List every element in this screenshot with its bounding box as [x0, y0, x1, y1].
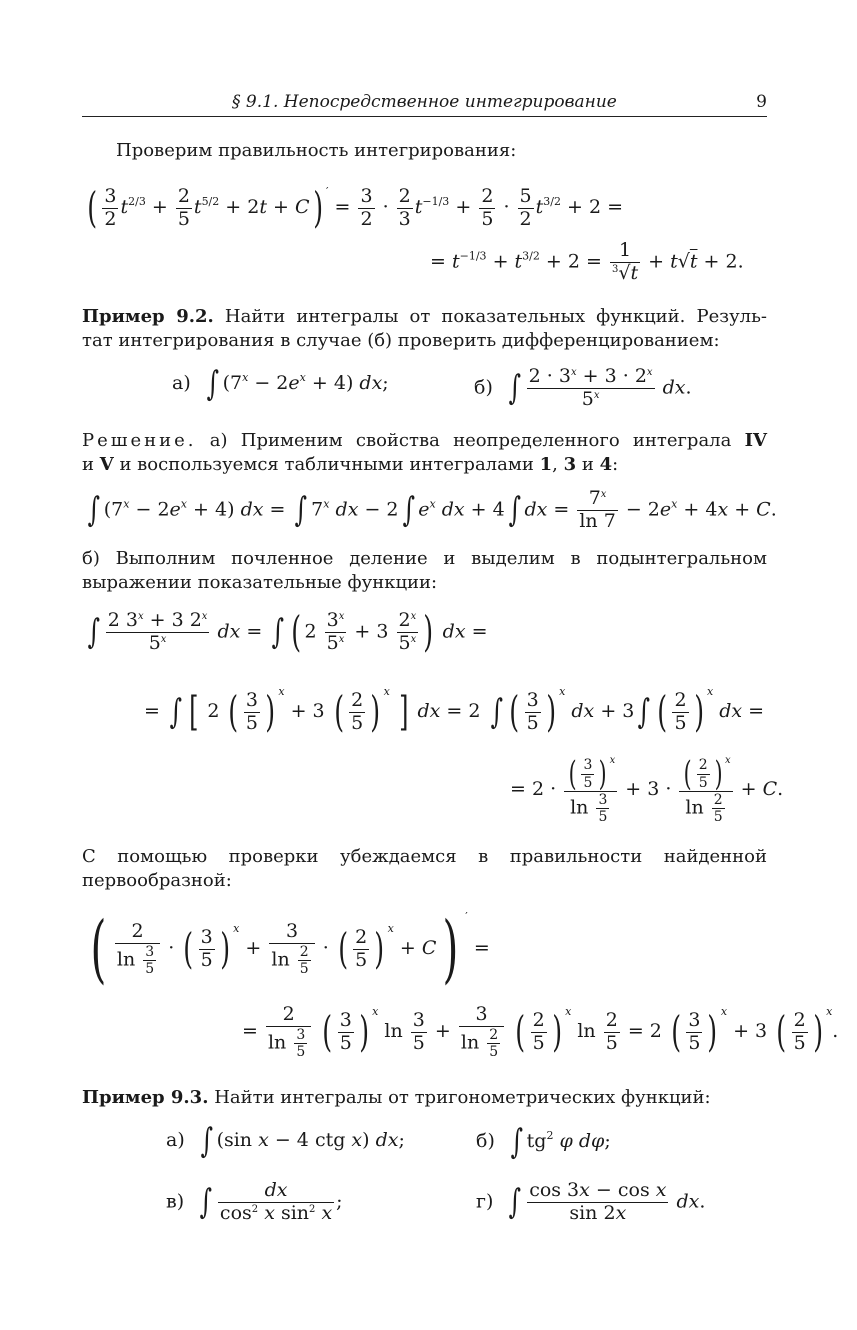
solution-line1: Решение. а) Применим свойства неопределенного интеграла IV [82, 430, 767, 451]
formula-trig-v: в) ∫ $\frac{dx}{\cos^2 x \sin^2 x}$ ; [166, 1179, 343, 1224]
check2-line1: С помощью проверки убеждаемся в правильности найденной [82, 846, 767, 867]
formula-task-b: б) ∫ $\frac{2 \cdot 3^x + 3 \cdot 2^x}{5^x}$ dx. [474, 365, 692, 410]
formula-trig-a: а) ∫ (sin x − 4 ctg x) dx; [166, 1121, 405, 1161]
formula-b-step2: = ∫ [ 2 ( $\frac{3}{5}$ ) $^x$ + 3 ( $\frac{2}{5}$ ) $^x$ ] dx = 2 ∫ ( $\frac{3}{5}$ ) $^x$ dx + 3 ∫ ( $\frac{2}{5}$ ) $^x$ dx = [144, 685, 765, 736]
check-intro: Проверим правильность интегрирования: [116, 140, 517, 161]
formula-derivative-check-1: ( $\frac{3}{2}$ $t^{2/3}$ + $\frac{2}{5}$ $t^{5/2} + 2t + C$) ′ = $\frac{3}{2}$ · $\frac{2}{3}$ $t^{-1/3}$ + $\frac{2}{5}$ · $\frac{5}{2}$ $t^{3/2} + 2$ = [87, 183, 624, 232]
formula-check2-step2: = 2 ln $\frac{3}{5}$ ( $\frac{3}{5}$ ) $^x$ ln $\frac{3}{5}$ + 3 ln $\frac{2}{5}$ ( $\frac{2}{5}$ ) $^x$ ln $\frac{2}{5}$ = 2 ( $\frac{3}{5}$ ) $^x$ + 3 ( $\frac{2}{5}$ ) $^x$. [242, 1002, 839, 1060]
formula-check2-step1: ( 2 ln $\frac{3}{5}$ · ( $\frac{3}{5}$ ) $^x$ + 3 ln $\frac{2}{5}$ · ( $\frac{2}{5}$ ) $^x$ + C) ′ = [90, 906, 490, 992]
solution-line2: и V и воспользуемся табличными интегралами 1, 3 и 4: [82, 454, 619, 475]
formula-task-a: а) ∫ $(7^x - 2e^x + 4)$ dx; [172, 364, 389, 404]
formula-b-step1: ∫ $\frac{2 3^x + 3 2^x}{5^x}$ dx = ∫ ( 2 $\frac{3^x}{5^x}$ + 3 $\frac{2^x}{5^x}$ ) dx = [87, 607, 488, 657]
formula-b-step3: = 2 · ( $\frac{3}{5}$ ) $^x$ ln $\frac{3}{5}$ + 3 · ( $\frac{2}{5}$ ) $^x$ ln $\frac{2}{5}$ + C. [510, 754, 784, 826]
example-9-3-label: Пример 9.3. [82, 1087, 209, 1108]
example-9-3-line: Пример 9.3. Найти интегралы от тригонометрических функций: [82, 1087, 711, 1108]
formula-trig-b: б) ∫ $tg^2$ φ dφ; [476, 1122, 611, 1162]
page-number: 9 [756, 92, 767, 112]
running-header [82, 90, 767, 117]
check2-line2: первообразной: [82, 870, 232, 891]
formula-trig-g: г) ∫ $\frac{\text{cos 3x − cos x}}{\sin 2x}$ dx. [476, 1179, 706, 1224]
section-title: § 9.1. Непосредственное интегрирование [232, 92, 617, 112]
example-9-2-line1: Пример 9.2. Найти интегралы от показательных функций. Резуль- [82, 306, 767, 327]
example-9-2-line2: тат интегрирования в случае (б) проверить дифференцированием: [82, 330, 720, 351]
part-b-line1: б) Выполним почленное деление и выделим в подынтегральном [82, 548, 767, 569]
formula-derivative-check-2: = $t^{-1/3} + t^{3/2} + 2$ = $\frac{1}{^3√t}$ + t√t + 2. [430, 239, 744, 284]
part-b-line2: выражении показательные функции: [82, 572, 438, 593]
example-9-2-label: Пример 9.2. [82, 306, 214, 327]
formula-solution-a: ∫ $(7^x - 2e^x + 4)$ dx = ∫ 7$^x$ dx − 2 ∫ $e^x$ dx + 4 ∫ dx = $\frac{7^x}{\ln 7}$ − $2e^x + 4x + C$. [87, 487, 777, 532]
